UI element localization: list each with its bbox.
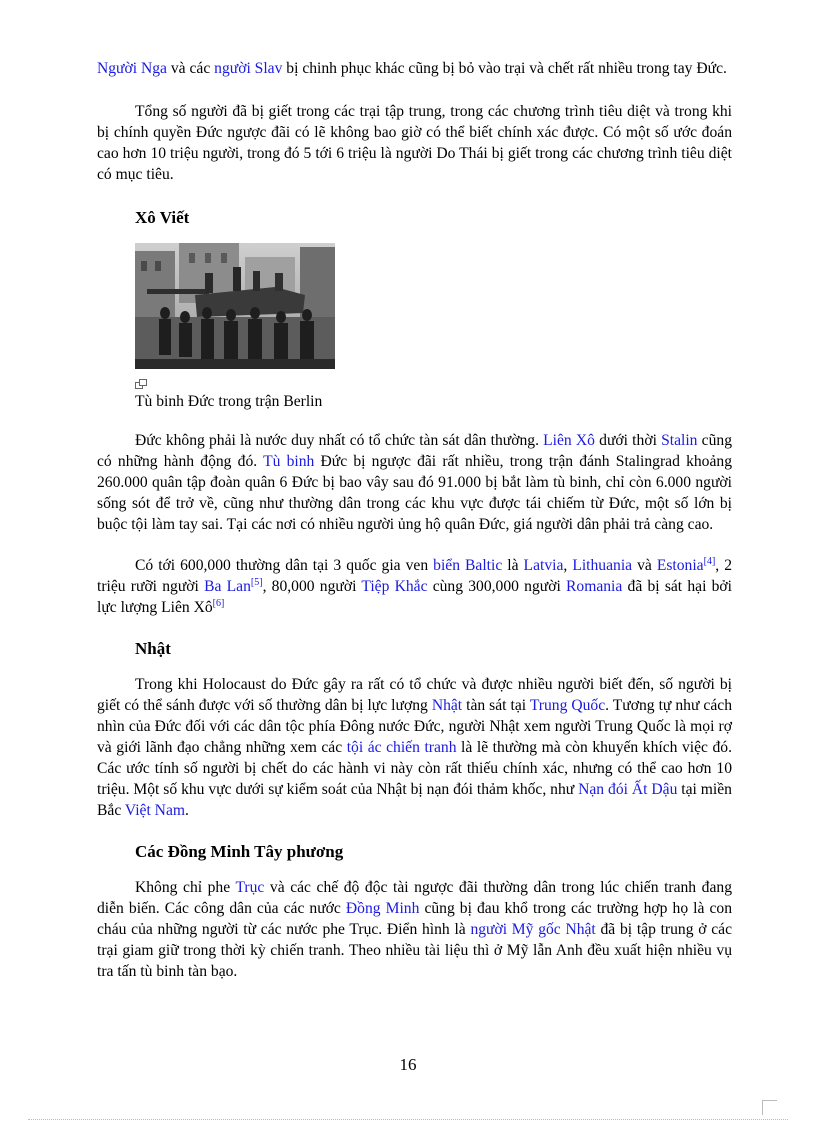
text: và các	[166, 60, 215, 77]
page-corner-mark	[762, 1100, 777, 1115]
page-footer-rule	[28, 1119, 788, 1120]
link-stalin[interactable]: Stalin	[661, 432, 698, 449]
text: . Tương tự như cách nhìn của Đức đối với các dân tộc phía Đông nước Đức, người Nhật xem người Trung Quốc là mọi rợ và giới lãnh đạo chẳng những xem các	[97, 697, 732, 756]
paragraph-baltic	[97, 555, 732, 618]
link-nguoi-my-goc-nhat[interactable]: người Mỹ gốc Nhật	[470, 921, 596, 938]
link-trung-quoc[interactable]: Trung Quốc	[529, 697, 606, 714]
heading-western-allies: Các Đồng Minh Tây phương	[135, 842, 344, 861]
text: Đức bị ngược đãi rất nhiều, trong trận đánh Stalingrad khoảng 260.000 quân tập đoàn quân 6 Đức bị bao vây sau đó 91.000 bị bắt làm tù binh, chỉ còn 6.000 người sống sót để trở về, cũng như thường dân trong các khu vực được tái chiếm từ Đức, một số lớn bị buộc tội làm tay sai. Tại các nơi có nhiều người ủng hộ quân Đức, giá người dân phải trả càng cao.	[97, 453, 732, 533]
text: , 80,000 người	[262, 578, 362, 595]
text: Trong khi Holocaust do Đức gây ra rất có tổ chức và được nhiều người biết đến, số người bị giết có thể sánh được với số thường dân bị lực lượng	[97, 676, 732, 714]
text: và các chế độ độc tài ngược đãi thường dân trong lúc chiến tranh đang diễn biến. Các công dân của các nước	[97, 879, 732, 917]
text: tàn sát tại	[462, 697, 530, 714]
reference-5[interactable]: [5]	[250, 576, 263, 588]
page-number: 16	[399, 1055, 417, 1074]
link-nan-doi-at-dau[interactable]: Nạn đói Ất Dậu	[578, 781, 678, 798]
link-tu-binh[interactable]: Tù binh	[263, 453, 315, 470]
link-estonia[interactable]: Estonia	[656, 557, 704, 574]
figure-caption: Tù binh Đức trong trận Berlin	[135, 393, 323, 410]
reference-6[interactable]: [6]	[212, 597, 225, 609]
link-latvia[interactable]: Latvia	[523, 557, 564, 574]
text: đã bị sát hại bởi lực lượng Liên Xô	[97, 578, 733, 616]
paragraph-soviet-atrocities	[97, 430, 732, 535]
text: Đức không phải là nước duy nhất có tổ chức tàn sát dân thường.	[135, 432, 544, 449]
text: cũng bị đau khổ trong các trường hợp họ là con cháu của những người từ các nước phe Trục. Điển hình là	[97, 900, 732, 938]
link-tiep-khac[interactable]: Tiệp Khắc	[361, 578, 428, 595]
text: là	[502, 557, 524, 574]
paragraph-western-allies	[97, 877, 732, 982]
text: tại miền Bắc	[97, 781, 732, 819]
link-lien-xo[interactable]: Liên Xô	[543, 432, 595, 449]
text: là lẽ thường mà còn khuyến khích việc đó. Các ước tính số người bị chết do các hành vi này còn rất thiếu chính xác, nhưng có thể cao hơn 10 triệu. Một số khu vực dưới sự kiểm soát của Nhật bị nạn đói thảm khốc, như	[97, 739, 732, 798]
text: dưới thời	[594, 432, 662, 449]
link-nguoi-nga[interactable]: Người Nga	[97, 60, 167, 77]
paragraph-total-killed: Tổng số người đã bị giết trong các trại tập trung, trong các chương trình tiêu diệt và trong khi bị chính quyền Đức ngược đãi có lẽ không bao giờ có thể biết chính xác được. Có một số ước đoán cao hơn 10 triệu người, trong đó 5 tới 6 triệu là người Do Thái bị giết trong các chương trình tiêu diệt có mục tiêu.	[97, 103, 732, 183]
link-lithuania[interactable]: Lithuania	[572, 557, 633, 574]
text: cùng 300,000 người	[427, 578, 566, 595]
reference-4[interactable]: [4]	[703, 555, 716, 567]
document-page	[97, 58, 732, 1002]
text: đã bị tập trung ở các trại giam giữ trong thời kỳ chiến tranh. Theo nhiều tài liệu thì ở Mỹ lẫn Anh đều xuất hiện nhiều vụ tra tấn tù binh tàn bạo.	[97, 921, 732, 980]
enlarge-icon[interactable]	[135, 379, 147, 389]
text: Không chỉ phe	[135, 879, 236, 896]
text: , 2 triệu rưỡi người	[97, 557, 732, 595]
link-toi-ac-chien-tranh[interactable]: tội ác chiến tranh	[346, 739, 457, 756]
paragraph-japan	[97, 674, 732, 821]
text: Có tới 600,000 thường dân tại 3 quốc gia ven	[135, 557, 434, 574]
heading-soviet: Xô Viết	[135, 208, 190, 227]
text: và	[632, 557, 657, 574]
photo-german-prisoners[interactable]	[135, 243, 335, 369]
link-nhat[interactable]: Nhật	[431, 697, 463, 714]
paragraph-russians	[97, 58, 732, 79]
text: cũng có những hành động đó.	[97, 432, 732, 470]
figure-berlin	[135, 243, 732, 412]
text: bị chinh phục khác cũng bị bỏ vào trại và chết rất nhiều trong tay Đức.	[282, 60, 727, 77]
link-bien-baltic[interactable]: biển Baltic	[433, 557, 503, 574]
link-ba-lan[interactable]: Ba Lan	[204, 578, 251, 595]
link-romania[interactable]: Romania	[566, 578, 623, 595]
text: ,	[563, 557, 573, 574]
heading-japan: Nhật	[135, 639, 171, 658]
link-truc[interactable]: Trục	[235, 879, 265, 896]
text: .	[185, 802, 189, 819]
link-dong-minh[interactable]: Đồng Minh	[345, 900, 420, 917]
link-nguoi-slav[interactable]: người Slav	[214, 60, 283, 77]
link-viet-nam[interactable]: Việt Nam	[124, 802, 185, 819]
